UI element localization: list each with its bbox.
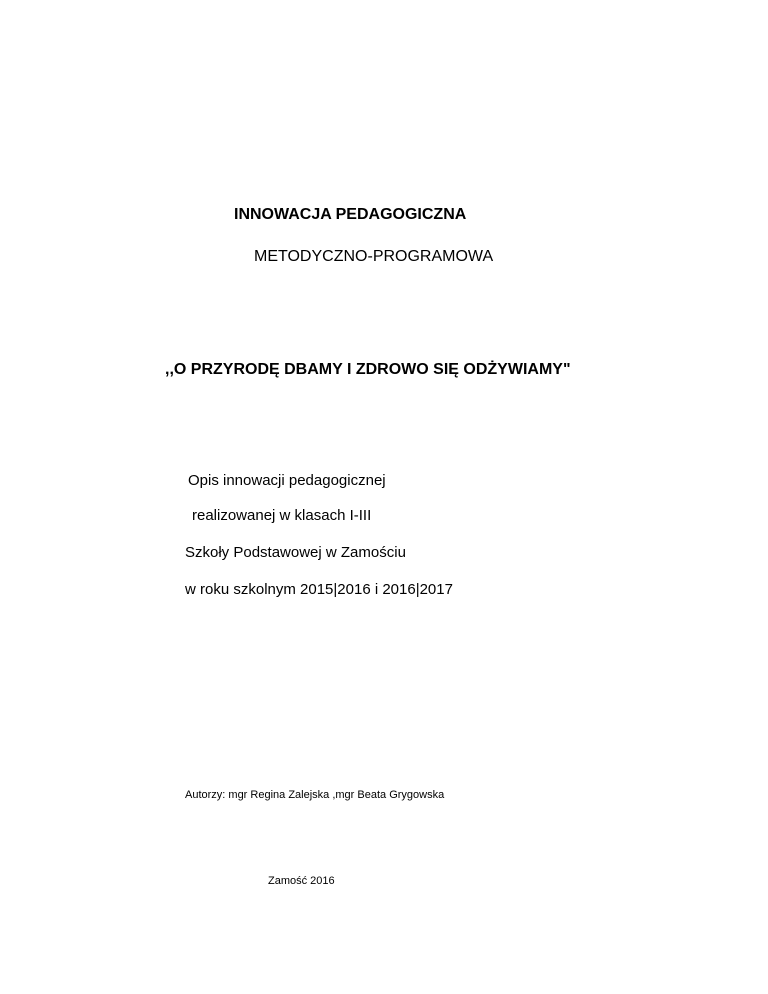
title-main: INNOWACJA PEDAGOGICZNA — [234, 206, 467, 223]
place-date: Zamość 2016 — [268, 875, 335, 887]
description-line: realizowanej w klasach I-III — [192, 507, 372, 524]
description-line: Opis innowacji pedagogicznej — [188, 472, 386, 489]
project-title: ,,O PRZYRODĘ DBAMY I ZDROWO SIĘ ODŻYWIAMY" — [165, 361, 571, 378]
title-sub: METODYCZNO-PROGRAMOWA — [254, 248, 494, 265]
description-line: Szkoły Podstawowej w Zamościu — [185, 544, 406, 561]
description-line: w roku szkolnym 2015|2016 i 2016|2017 — [185, 581, 453, 598]
authors: Autorzy: mgr Regina Zalejska ,mgr Beata Grygowska — [185, 789, 445, 801]
